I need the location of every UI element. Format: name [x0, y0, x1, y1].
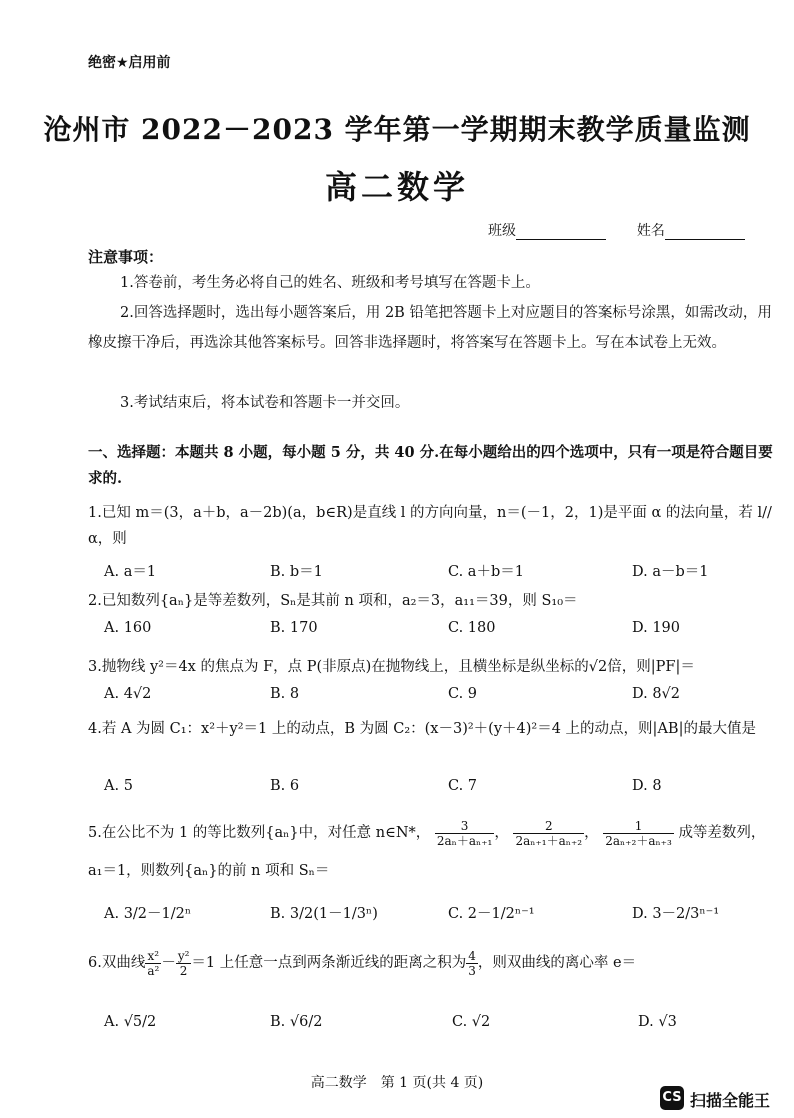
- question-1-option-b[interactable]: B. b＝1: [270, 564, 323, 580]
- question-3-option-a[interactable]: A. 4√2: [104, 686, 152, 702]
- question-5-fraction-2: $\frac{2}{\text{2aₙ₊₁＋aₙ₊₂}}$: [515, 818, 583, 848]
- subject-title: 高二数学: [324, 168, 469, 206]
- question-3-stem: 3.抛物线 y²＝4x 的焦点为 F，点 P(非原点)在抛物线上，且横坐标是纵坐标的√2倍，则|PF|＝: [88, 659, 695, 675]
- question-4-option-b[interactable]: B. 6: [270, 778, 300, 794]
- distance-product-fraction: $\frac{4}{3}$: [468, 948, 476, 978]
- question-5-option-b[interactable]: B. 3/2(1－1/3ⁿ): [270, 906, 378, 922]
- question-5-fraction-1: $\frac{3}{\text{2aₙ＋aₙ₊₁}}$: [436, 818, 493, 848]
- question-6-option-c[interactable]: C. √2: [452, 1014, 491, 1030]
- question-1-option-c[interactable]: C. a＋b＝1: [448, 564, 524, 580]
- class-label: 班级: [488, 223, 516, 239]
- notice-item-2: 2.回答选择题时，选出每小题答案后，用 2B 铅笔把答题卡上对应题目的答案标号涂黑，如需改动，用橡皮擦干净后，再选涂其他答案标号。回答非选择题时，将答案写在答题卡上。写在本试卷上无效。: [88, 305, 772, 351]
- question-2-option-c[interactable]: C. 180: [448, 620, 496, 636]
- question-4-stem: 4.若 A 为圆 C₁：x²＋y²＝1 上的动点，B 为圆 C₂：(x－3)²＋(y＋4)²＝4 上的动点，则|AB|的最大值是: [88, 721, 756, 737]
- question-5-stem-start: 5.在公比不为 1 的等比数列{aₙ}中，对任意 n∈N*，: [88, 825, 431, 841]
- question-6-option-a[interactable]: A. √5/2: [104, 1014, 157, 1030]
- question-2-option-d[interactable]: D. 190: [632, 620, 681, 636]
- question-4-option-d[interactable]: D. 8: [632, 778, 662, 794]
- name-label: 姓名: [636, 223, 665, 239]
- question-2-option-a[interactable]: A. 160: [104, 620, 152, 636]
- question-3-option-d[interactable]: D. 8√2: [632, 686, 681, 702]
- question-1-option-d[interactable]: D. a－b＝1: [632, 564, 709, 580]
- notice-item-3: 3.考试结束后，将本试卷和答题卡一并交回。: [120, 395, 410, 411]
- student-info-fields: [488, 220, 745, 240]
- question-6-option-b[interactable]: B. √6/2: [270, 1014, 323, 1030]
- secret-mark: 绝密★启用前: [88, 55, 171, 71]
- question-1-option-a[interactable]: A. a＝1: [104, 564, 157, 580]
- question-3-option-b[interactable]: B. 8: [270, 686, 300, 702]
- class-field[interactable]: [516, 225, 606, 240]
- question-5-stem: 5.在公比不为 1 的等比数列{aₙ}中，对任意 n∈N*， $\frac{3}{\text{2aₙ＋aₙ₊₁}}$ ， $\frac{2}{\text{2aₙ₊₁＋aₙ₊₂}}$ ， $\frac{1}{\text{2aₙ₊₂＋aₙ₊₃}}$ 成等差数列，a₁＝1，则数列{aₙ}的前 n 项和 Sₙ＝: [88, 818, 766, 879]
- question-6-stem-mid: ＝1 上任意一点到两条渐近线的距离之积为: [191, 955, 467, 971]
- question-5-fraction-3: $\frac{1}{\text{2aₙ₊₂＋aₙ₊₃}}$: [605, 818, 672, 848]
- question-5-stem-end: 成等差数列，a₁＝1，则数列{aₙ}的前 n 项和 Sₙ＝: [88, 825, 766, 879]
- question-6-stem-start: 6.双曲线: [88, 955, 146, 971]
- question-5-option-a[interactable]: A. 3/2－1/2ⁿ: [104, 906, 192, 922]
- question-1-stem: 1.已知 m＝(3，a＋b，a－2b)(a，b∈R)是直线 l 的方向向量，n＝(－1，2，1)是平面 α 的法向量，若 l//α，则: [88, 505, 772, 547]
- question-2-stem: 2.已知数列{aₙ}是等差数列，Sₙ是其前 n 项和，a₂＝3，a₁₁＝39，则 S₁₀＝: [88, 593, 578, 609]
- camscanner-watermark: 扫描全能王: [690, 1091, 771, 1110]
- question-5-option-c[interactable]: C. 2－1/2ⁿ⁻¹: [448, 906, 535, 922]
- page-footer: 高二数学 第 1 页(共 4 页): [310, 1075, 484, 1091]
- question-2-option-b[interactable]: B. 170: [270, 620, 318, 636]
- question-5-option-d[interactable]: D. 3－2/3ⁿ⁻¹: [632, 906, 720, 922]
- notice-title: 注意事项：: [88, 248, 164, 266]
- notice-item-1: 1.答卷前，考生务必将自己的姓名、班级和考号填写在答题卡上。: [120, 275, 540, 291]
- hyperbola-y-term: $\frac{\text{y²}}{2}$: [177, 948, 190, 978]
- question-3-option-c[interactable]: C. 9: [448, 686, 478, 702]
- camscanner-icon: CS: [660, 1086, 684, 1110]
- name-field[interactable]: [665, 225, 745, 240]
- question-6-stem: 6.双曲线 $\frac{\text{x²}}{\text{a²}}$ － $\frac{\text{y²}}{2}$ ＝1 上任意一点到两条渐近线的距离之积为 $\frac{4}{3}$ ，则双曲线的离心率 e＝: [88, 948, 637, 978]
- question-6-option-d[interactable]: D. √3: [638, 1014, 677, 1030]
- question-6-stem-end: ，则双曲线的离心率 e＝: [477, 955, 637, 971]
- question-4-option-c[interactable]: C. 7: [448, 778, 478, 794]
- exam-title: 沧州市 2022－2023 学年第一学期期末教学质量监测: [43, 113, 751, 146]
- question-4-option-a[interactable]: A. 5: [104, 778, 133, 794]
- section-heading: 一、选择题：本题共 8 小题，每小题 5 分，共 40 分.在每小题给出的四个选项中，只有一项是符合题目要求的.: [88, 444, 773, 487]
- hyperbola-x-term: $\frac{\text{x²}}{\text{a²}}$: [147, 948, 160, 978]
